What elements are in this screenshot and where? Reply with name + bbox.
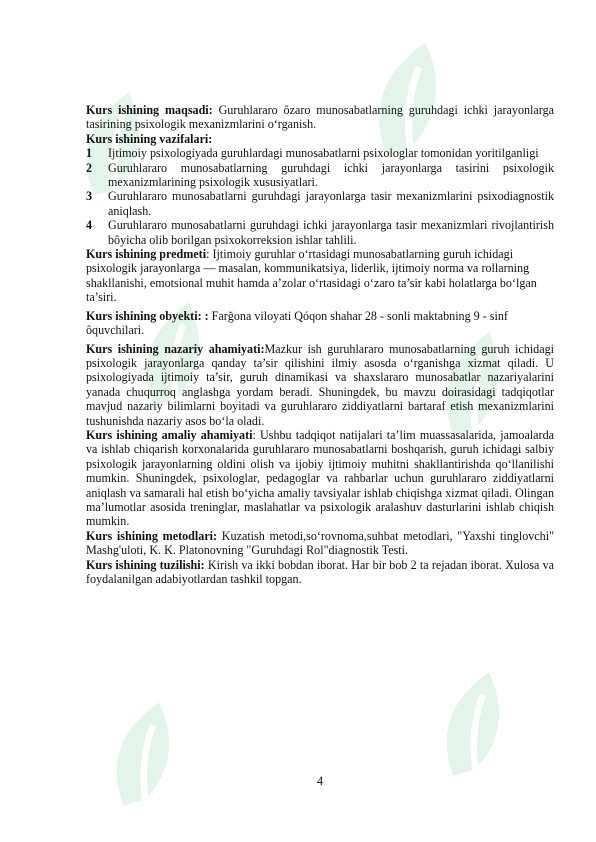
methods-label: Kurs ishining metodlari:	[86, 528, 218, 543]
practice-paragraph	[86, 428, 554, 529]
methods-text: Kuzatish metodi,so‘rovnoma,suhbat metodlari, "Yaxshi tinglovchi" Mashg'uloti, K. K. Platonovning "Guruhdagi Rol"diagnostik Testi.	[86, 528, 555, 558]
theory-paragraph	[86, 342, 554, 428]
subject-label: Kurs ishining predmeti	[86, 247, 207, 262]
goal-label: Kurs ishining maqsadi:	[86, 103, 213, 117]
list-item-text: Guruhlararo munosabatlarni guruhdagi ichki jarayonlarga tasir mexanizmlari rivojlantirish bôyicha olib borilgan psixokorreksion ishlar tahlili.	[108, 218, 554, 247]
theory-label: Kurs ishining nazariy ahamiyati:	[86, 341, 265, 356]
object-paragraph	[86, 309, 554, 338]
tasks-label: Kurs ishining vazifalari:	[86, 131, 213, 146]
list-item-text: Guruhlararo munosabatlarning guruhdagi ichki jarayonlarga tasirini psixologik mexanizmlarining psixologik xususiyatlari.	[108, 160, 554, 190]
list-item	[86, 146, 554, 160]
list-item-number: 2	[86, 160, 93, 175]
list-item	[86, 161, 554, 190]
page-number: 4	[316, 774, 324, 788]
structure-text: Kirish va ikki bobdan iborat. Har bir bob 2 ta rejadan iborat. Xulosa va foydalanilgan adabiyotlardan tashkil topgan.	[86, 557, 554, 586]
tasks-heading	[86, 132, 554, 146]
object-text: Farğona viloyati Qóqon shahar 28 - sonli maktabning 9 - sinf ôquvchilari.	[86, 308, 508, 338]
document-body	[86, 103, 554, 586]
goal-text: Guruhlararo ôzaro munosabatlarning guruhdagi ichki jarayonlarga tasirining psixologik mexanizmlarini o‘rganish.	[86, 103, 554, 132]
list-item-number: 3	[86, 189, 93, 204]
methods-paragraph	[86, 529, 554, 558]
watermark-leaf-icon	[70, 680, 220, 830]
theory-text: Mazkur ish guruhlararo munosabatlarning guruh ichidagi psixologik jarayonlarga qanday ta’sir qilishini ilmiy asosda o‘rganishga xizmat qiladi. U psixologiyada ijtimoiy ta’sir, guruh dinamikasi va shaxslararo munosabatlar nazariyalarini yanada chuqurroq anglashga yordam beradi. Shuningdek, bu mavzu doirasidagi tadqiqotlar mavjud nazariy bilimlarni boyitadi va guruhlararo ziddiyatlarni bartaraf etish mexanizmlarini tushunishda nazariy asos bo‘la oladi.	[86, 341, 555, 428]
tasks-list	[86, 146, 554, 247]
list-item-text: Ijtimoiy psixologiyada guruhlardagi munosabatlarni psixologlar tomonidan yoritilganligi	[108, 146, 539, 161]
practice-label: Kurs ishining amaliy ahamiyati	[86, 427, 253, 442]
list-item-number: 4	[86, 218, 93, 233]
goal-paragraph	[86, 103, 554, 132]
list-item-text: Guruhlararo munosabatlarni guruhdagi jarayonlarga tasir mexanizmlarini psixodiagnostik aniqlash.	[108, 189, 554, 218]
list-item	[86, 218, 554, 247]
structure-label: Kurs ishining tuzilishi:	[86, 557, 205, 572]
structure-paragraph	[86, 558, 554, 587]
subject-text: : Ijtimoiy guruhlar o‘rtasidagi munosabatlarning guruh ichidagi psixologik jarayonlarga — masalan, kommunikatsiya, liderlik, ijtimoiy norma va rollarning shakllanishi, emotsional muhit hamda a’zolar o‘rtasidagi o‘zaro ta’sir kabi holatlarga bo‘lgan ta’siri.	[86, 247, 537, 305]
list-item-number: 1	[86, 146, 93, 161]
subject-paragraph	[86, 247, 554, 305]
object-label: Kurs ishining obyekti: :	[86, 308, 209, 323]
list-item	[86, 189, 554, 218]
practice-text: : Ushbu tadqiqot natijalari ta’lim muassasalarida, jamoalarda va ishlab chiqarish korxonalarida guruhlararo munosabatlarni boshqarish, guruh ichidagi salbiy psixologik jarayonlarning oldini olish va ijobiy ijtimoiy muhitni shakllantirishda qo‘llanilishi mumkin. Shuningdek, psixologlar, pedagoglar va rahbarlar uchun guruhlararo ziddiyatlarni aniqlash va samarali hal etish bo‘yicha amaliy tavsiyalar ishlab chiqishga xizmat qiladi. Olingan ma’lumotlar asosida treninglar, maslahatlar va psixologik aralashuv dasturlarini ishlab chiqish mumkin.	[86, 427, 554, 529]
